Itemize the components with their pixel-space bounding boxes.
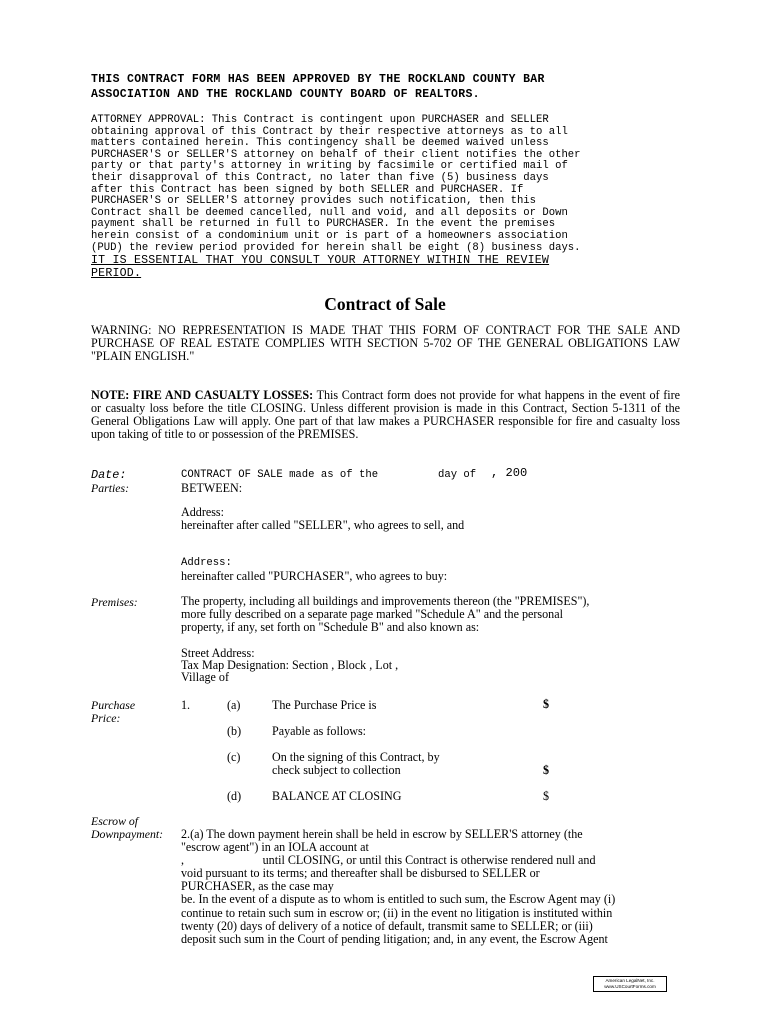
document-title: Contract of Sale: [324, 294, 446, 314]
seller-address-label: Address:: [181, 505, 224, 519]
street-address: Street Address:: [181, 646, 255, 660]
plain-english-warning: WARNING: NO REPRESENTATION IS MADE THAT THIS FORM OF CONTRACT FOR THE SALE AND PURCHASE OF REAL ESTATE COMPLIES WITH SECTION 5-702 OF THE GENERAL OBLIGATIONS LAW "PLAIN ENGLISH.": [91, 323, 680, 364]
premises-label: Premises:: [91, 595, 138, 609]
escrow-line: be. In the event of a dispute as to whom is entitled to such sum, the Escrow Agent may (i): [181, 892, 616, 907]
approval-line: herein consist of a condominium unit or is part of a homeowners association: [91, 229, 568, 242]
approval-line: party or that party's attorney in writing by facsimile or certified mail of: [91, 160, 568, 173]
escrow-line: "escrow agent") in an IOLA account at: [181, 840, 369, 855]
item-text: The Purchase Price is: [272, 698, 377, 712]
purchaser-text: hereinafter called "PURCHASER", who agrees to buy:: [181, 569, 448, 583]
seller-text: hereinafter after called "SELLER", who agrees to sell, and: [181, 518, 465, 532]
item-letter: (d): [227, 789, 242, 803]
approval-line: payment shall be returned in full to PURCHASER. In the event the premises: [91, 218, 556, 231]
purchase-price-label: Price:: [91, 711, 121, 725]
escrow-paragraph: [181, 828, 677, 946]
parties-label: Parties:: [91, 481, 130, 495]
escrow-line: void pursuant to its terms; and thereafter shall be disbursed to SELLER or: [181, 866, 540, 881]
item-letter: (c): [227, 750, 241, 764]
clause-number: 1.: [181, 698, 191, 712]
fire-casualty-note: [91, 389, 680, 441]
item-amount: $: [543, 697, 550, 711]
item-text: check subject to collection: [272, 763, 401, 777]
item-letter: (b): [227, 724, 242, 738]
escrow-line: continue to retain such sum in escrow or; (ii) in the event no litigation is instituted within: [181, 905, 613, 920]
premises-line: property, if any, set forth on "Schedule B" and also known as:: [181, 620, 480, 634]
year-text: , 200: [491, 466, 528, 480]
item-text: On the signing of this Contract, by: [272, 750, 440, 764]
premises-line: more fully described on a separate page marked "Schedule A" and the personal: [181, 607, 563, 621]
village: Village of: [181, 670, 229, 684]
approval-line: Contract shall be deemed cancelled, null and void, and all deposits or Down: [91, 206, 568, 219]
escrow-line: deposit such sum in the Court of pending litigation; and, in any event, the Escrow Agent: [181, 931, 608, 946]
tax-map-designation: Tax Map Designation: Section , Block , Lot ,: [181, 658, 399, 672]
date-label: Date:: [91, 468, 127, 482]
approval-line: (PUD) the review period provided for herein shall be eight (8) business days.: [91, 241, 581, 254]
essential-notice: PERIOD.: [91, 267, 142, 281]
item-amount: $: [543, 789, 550, 803]
date-text: CONTRACT OF SALE made as of the: [181, 469, 379, 481]
approval-line: after this Contract has been signed by both SELLER and PURCHASER. If: [91, 183, 524, 196]
approval-header-line: THIS CONTRACT FORM HAS BEEN APPROVED BY THE ROCKLAND COUNTY BAR: [91, 73, 545, 86]
premises-line: The property, including all buildings and improvements thereon (the "PREMISES"),: [181, 594, 590, 608]
approval-header: [91, 72, 681, 102]
escrow-label: Escrow of: [91, 814, 139, 828]
essential-notice: IT IS ESSENTIAL THAT YOU CONSULT YOUR ATTORNEY WITHIN THE REVIEW: [91, 254, 550, 268]
approval-line: ATTORNEY APPROVAL: This Contract is contingent upon PURCHASER and SELLER: [91, 114, 549, 126]
day-of-text: day of: [438, 469, 477, 481]
note-body: This Contract form does not provide for what happens in the event of fire or casualty loss before the title CLOSING. Unless different provision is made in this Contract, Section 5-1311 of the General Obligations Law will apply. One part of that law makes a PURCHASER responsible for fire and casualty loss upon taking of title to or possession of the PREMISES.: [91, 388, 680, 442]
purchaser-address-label: Address:: [181, 557, 232, 569]
escrow-line: PURCHASER, as the case may: [181, 879, 334, 894]
badge-line: American LegalNet, Inc.: [605, 978, 655, 983]
escrow-line: twenty (20) days of delivery of a notice of default, transmit same to SELLER; or (iii): [181, 918, 593, 933]
approval-line: obtaining approval of this Contract by their respective attorneys as to all: [91, 125, 568, 138]
item-letter: (a): [227, 698, 241, 712]
approval-line: matters contained herein. This contingency shall be deemed waived unless: [91, 137, 549, 150]
approval-line: their disapproval of this Contract, no later than five (5) business days: [91, 171, 549, 184]
approval-header-line: ASSOCIATION AND THE ROCKLAND COUNTY BOARD OF REALTORS.: [91, 88, 480, 101]
escrow-line: , until CLOSING, or until this Contract is otherwise rendered null and: [181, 853, 596, 868]
item-amount: $: [543, 763, 550, 777]
approval-line: PURCHASER'S or SELLER'S attorney on behalf of their client notifies the other: [91, 148, 581, 161]
escrow-line: 2.(a) The down payment herein shall be held in escrow by SELLER'S attorney (the: [181, 827, 583, 841]
approval-line: PURCHASER'S or SELLER'S attorney provides such notification, then this: [91, 195, 537, 208]
purchase-price-label: Purchase: [91, 698, 136, 712]
item-text: BALANCE AT CLOSING: [272, 789, 402, 803]
badge-line: www.USCourtForms.com: [604, 983, 656, 989]
attorney-approval-paragraph: [91, 115, 681, 280]
between-text: BETWEEN:: [181, 481, 243, 495]
item-text: Payable as follows:: [272, 724, 367, 738]
escrow-label: Downpayment:: [91, 827, 164, 841]
publisher-badge: [593, 976, 667, 992]
note-heading: NOTE: FIRE AND CASUALTY LOSSES:: [91, 388, 314, 402]
